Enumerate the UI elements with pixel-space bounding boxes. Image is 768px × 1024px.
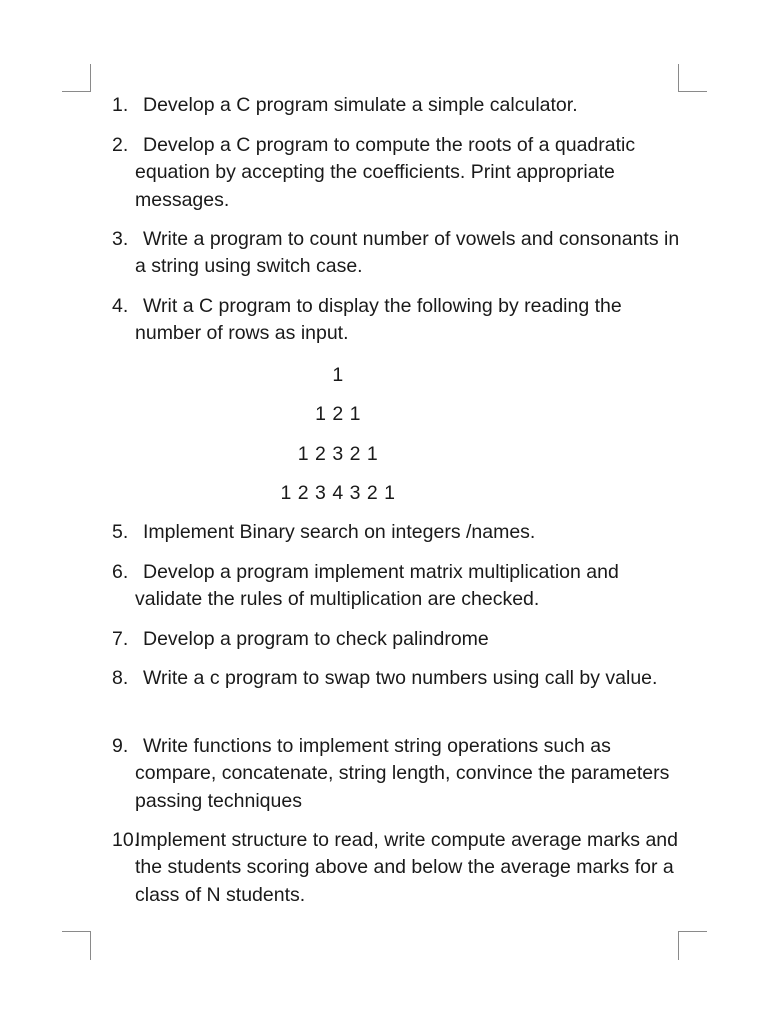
pattern-row-3: 1 2 3 2 1 — [297, 443, 379, 465]
item-text: Develop a C program simulate a simple calculator. — [143, 94, 578, 116]
list-item — [112, 92, 682, 119]
item-number: 7. — [112, 628, 129, 650]
item-number: 4. — [112, 295, 129, 317]
item-number: 2. — [112, 134, 129, 156]
item-text: Develop a C program to compute the roots of a quadratic equation by accepting the coefficients. Print appropriate messages. — [135, 134, 636, 211]
item-number: 3. — [112, 228, 129, 250]
pattern-row-2: 1 2 1 — [315, 403, 361, 425]
list-item — [112, 132, 682, 214]
item-text: Write a c program to swap two numbers using call by value. — [143, 667, 658, 689]
item-text: Develop a program implement matrix multiplication and validate the rules of multiplication are checked. — [135, 561, 619, 611]
item-number: 9. — [112, 735, 129, 757]
list-item — [112, 827, 682, 909]
item-text: Develop a program to check palindrome — [143, 628, 489, 650]
item-number: 8. — [112, 667, 129, 689]
item-number: 6. — [112, 561, 129, 583]
pattern-row-1: 1 — [332, 364, 344, 386]
item-number: 10. — [112, 829, 140, 851]
pattern-row-4: 1 2 3 4 3 2 1 — [280, 482, 396, 504]
list-item — [112, 293, 682, 348]
list-item — [112, 226, 682, 281]
list-item — [112, 733, 682, 815]
list-item — [112, 626, 682, 653]
item-number: 1. — [112, 94, 129, 116]
list-item — [112, 559, 682, 614]
item-text: Write functions to implement string operations such as compare, concatenate, string length, convince the parameters passing techniques — [135, 735, 670, 812]
item-text: Implement Binary search on integers /names. — [143, 521, 536, 543]
item-text: Implement structure to read, write compute average marks and the students scoring above and below the average marks for a class of N students. — [135, 829, 678, 906]
item-number: 5. — [112, 521, 129, 543]
item-text: Writ a C program to display the following by reading the number of rows as input. — [135, 295, 622, 345]
list-item — [112, 519, 682, 546]
item-text: Write a program to count number of vowels and consonants in a string using switch case. — [135, 228, 680, 278]
list-item — [112, 665, 682, 692]
